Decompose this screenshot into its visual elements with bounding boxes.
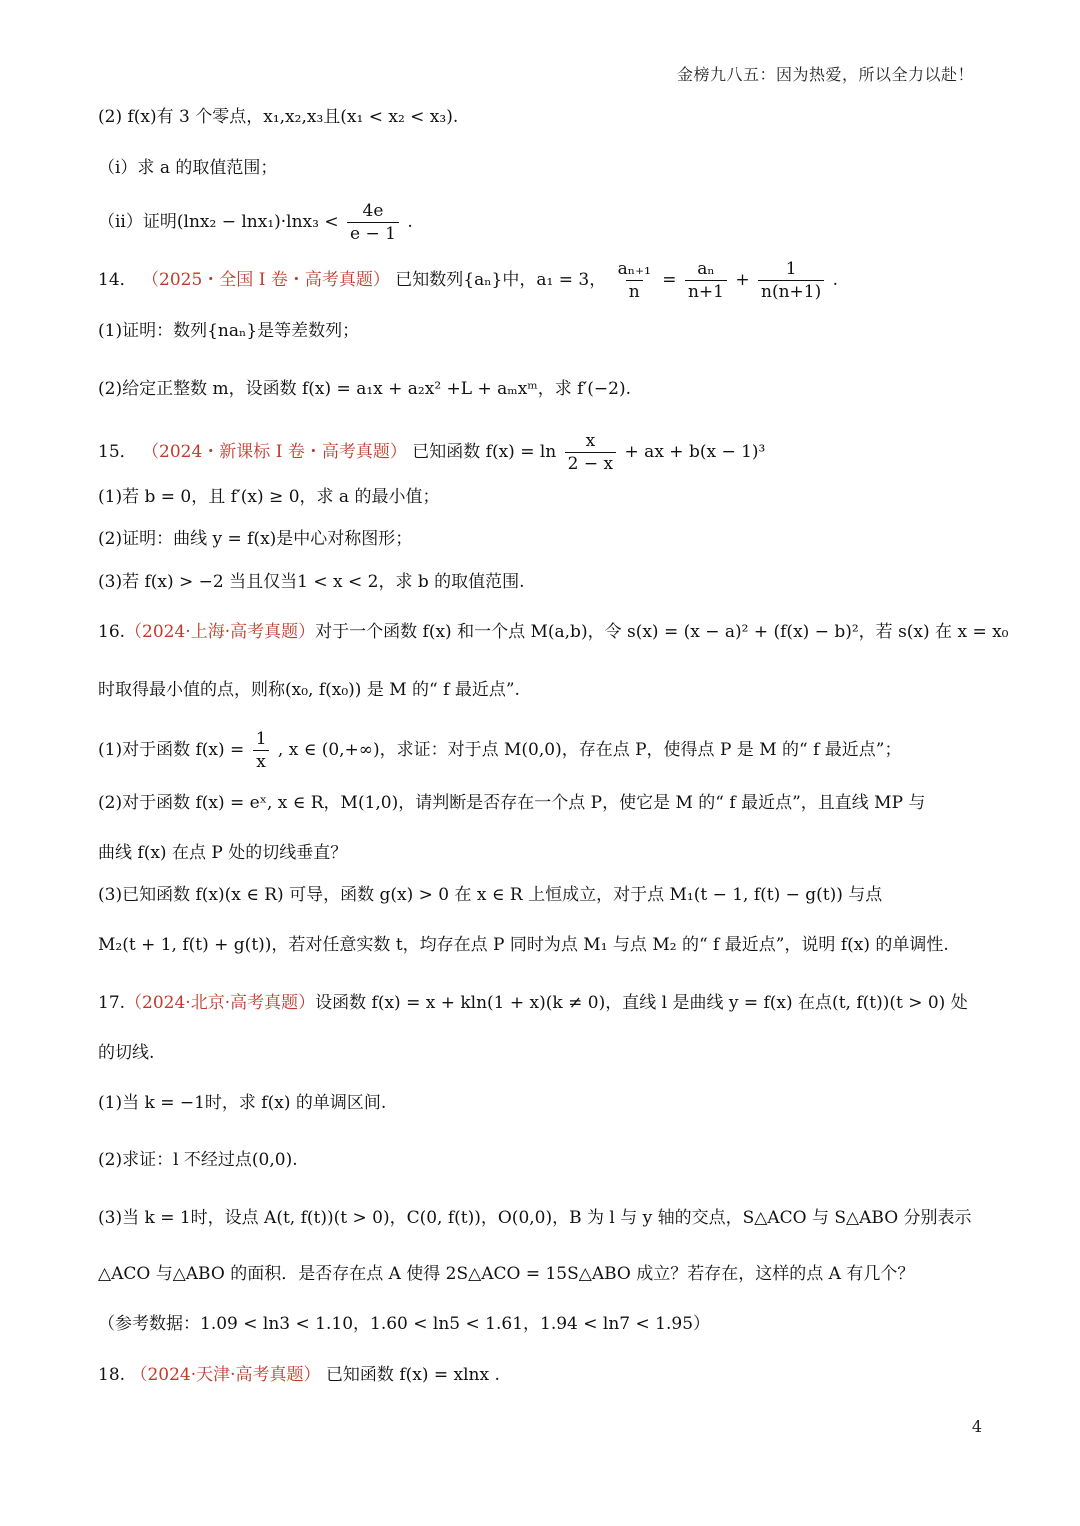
p18-stem-text: 已知函数 f(x) = xlnx . (325, 1365, 500, 1385)
p16-fraction (253, 728, 270, 773)
p14-fraction-3 (758, 258, 824, 303)
p16-stem-line1 (98, 617, 1009, 647)
p16-stem-line2: 时取得最小值的点，则称(x₀, f(x₀)) 是 M 的“ f 最近点”. (98, 680, 520, 700)
p16-part3-line1: (3)已知函数 f(x)(x ∈ R) 可导，函数 g(x) > 0 在 x ∈ R 上恒成立，对于点 M₁(t − 1, f(t) − g(t)) 与点 (98, 885, 883, 905)
p14-fraction-3-num: 1 (785, 259, 797, 279)
p18-stem (98, 1360, 500, 1390)
p16-fraction-den: x (253, 750, 269, 773)
p14-equals: = (662, 270, 677, 290)
p17-part2: (2)求证：l 不经过点(0,0). (98, 1150, 298, 1170)
p16-stem1: 对于一个函数 f(x) 和一个点 M(a,b)，令 s(x) = (x − a)² + (f(x) − b)²，若 s(x) 在 x = x₀ (315, 622, 1009, 642)
p14-part1: (1)证明：数列{naₙ}是等差数列； (98, 321, 360, 341)
p17-part3-line2: △ACO 与△ABO 的面积．是否存在点 A 使得 2S△ACO = 15S△ABO 成立？若存在，这样的点 A 有几个？ (98, 1264, 915, 1284)
p15-stem-tail: + ax + b(x − 1)³ (624, 442, 766, 462)
p16-part2-line1: (2)对于函数 f(x) = eˣ, x ∈ R，M(1,0)，请判断是否存在一个点 P，使它是 M 的“ f 最近点”，且直线 MP 与 (98, 793, 926, 813)
p13-part2-ii-lead: （ii）证明(lnx₂ − lnx₁)·lnx₃ < (98, 212, 339, 232)
p14-stem (98, 258, 838, 303)
p16-source: （2024·上海·高考真题） (125, 622, 316, 642)
p15-source: （2024・新课标 I 卷・高考真题） (142, 442, 407, 462)
p14-fraction-1 (615, 258, 654, 303)
p16-number: 16. (98, 622, 126, 642)
p14-fraction-2-num: aₙ (697, 259, 715, 279)
p15-number: 15． (98, 442, 137, 462)
p16-part3-line2: M₂(t + 1, f(t) + g(t))，若对任意实数 t，均存在点 P 同时为点 M₁ 与点 M₂ 的“ f 最近点”，说明 f(x) 的单调性. (98, 935, 949, 955)
p17-stem-line2: 的切线. (98, 1043, 155, 1063)
p13-fraction (347, 200, 399, 245)
page-header-slogan: 金榜九八五：因为热爱，所以全力以赴！ (676, 65, 974, 84)
p17-stem-line1 (98, 988, 968, 1018)
p16-part1 (98, 728, 902, 773)
p15-part3: (3)若 f(x) > −2 当且仅当1 < x < 2，求 b 的取值范围. (98, 572, 525, 592)
p18-number: 18. (98, 1365, 126, 1385)
p14-part2: (2)给定正整数 m，设函数 f(x) = a₁x + a₂x² +L + aₘxᵐ，求 f′(−2). (98, 379, 631, 399)
p14-fraction-1-den: n (626, 280, 643, 303)
p16-part1-lead: (1)对于函数 f(x) = (98, 740, 245, 760)
p13-part2-ii (98, 200, 413, 245)
p15-stem (98, 430, 765, 475)
p14-source: （2025・全国 I 卷・高考真题） (142, 270, 390, 290)
p14-fraction-2 (685, 258, 727, 303)
p18-source: （2024·天津·高考真题） (130, 1365, 321, 1385)
p15-fraction-den: 2 − x (565, 452, 616, 475)
p14-fraction-1-num: aₙ₊₁ (617, 259, 651, 279)
p16-part2-line2: 曲线 f(x) 在点 P 处的切线垂直？ (98, 843, 348, 863)
p13-fraction-num: 4e (362, 201, 384, 221)
p13-fraction-den: e − 1 (347, 222, 399, 245)
p16-part1-tail: , x ∈ (0,+∞)，求证：对于点 M(0,0)，存在点 P，使得点 P 是 M 的“ f 最近点”； (277, 740, 902, 760)
p15-stem-lead: 已知函数 f(x) = ln (412, 442, 557, 462)
p15-fraction-num: x (585, 431, 596, 451)
page-number: 4 (971, 1417, 982, 1436)
p14-fraction-2-den: n+1 (685, 280, 727, 303)
p14-plus: + (735, 270, 750, 290)
p15-part2: (2)证明：曲线 y = f(x)是中心对称图形； (98, 529, 413, 549)
p16-fraction-num: 1 (255, 729, 267, 749)
p14-fraction-3-den: n(n+1) (758, 280, 824, 303)
p17-reference-data: （参考数据：1.09 < ln3 < 1.10，1.60 < ln5 < 1.61，1.94 < ln7 < 1.95） (98, 1314, 711, 1334)
p14-stem-lead: 已知数列{aₙ}中，a₁ = 3， (395, 270, 607, 290)
p13-part2: (2) f(x)有 3 个零点，x₁,x₂,x₃且(x₁ < x₂ < x₃). (98, 107, 459, 127)
p14-end: . (832, 270, 839, 290)
p15-part1: (1)若 b = 0，且 f′(x) ≥ 0，求 a 的最小值； (98, 487, 440, 507)
p17-part3-line1: (3)当 k = 1时，设点 A(t, f(t))(t > 0)，C(0, f(t))，O(0,0)，B 为 l 与 y 轴的交点，S△ACO 与 S△ABO 分别表示 (98, 1208, 972, 1228)
p15-fraction (565, 430, 616, 475)
p17-stem1: 设函数 f(x) = x + kln(1 + x)(k ≠ 0)，直线 l 是曲线 y = f(x) 在点(t, f(t))(t > 0) 处 (315, 993, 968, 1013)
p14-number: 14． (98, 270, 137, 290)
p17-number: 17. (98, 993, 126, 1013)
p17-part1: (1)当 k = −1时，求 f(x) 的单调区间. (98, 1093, 387, 1113)
p13-part2-ii-tail: . (407, 212, 413, 232)
p17-source: （2024·北京·高考真题） (125, 993, 316, 1013)
p13-part2-i: （i）求 a 的取值范围； (98, 158, 278, 178)
